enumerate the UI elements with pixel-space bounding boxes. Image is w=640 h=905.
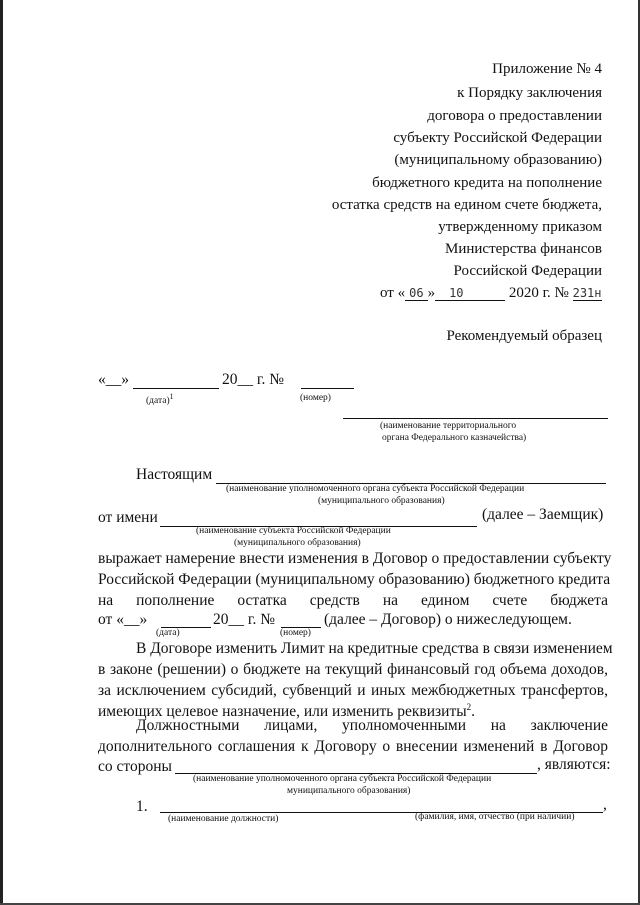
para1-line1: выражает намерение внести изменения в Договор о предоставлении субъекту (98, 550, 612, 567)
on-behalf-prefix: от имени (98, 509, 158, 526)
para2-line4: имеющих целевое назначение, или изменить реквизиты$^2$. (98, 702, 476, 721)
date-caption: (дата)$^1$ (146, 392, 174, 407)
appendix-line-2: к Порядку заключения (457, 85, 602, 101)
appendix-line-10: Российской Федерации (453, 263, 602, 279)
para2-line2: в законе (решении) о бюджете на текущий финансовый год объема доходов, (98, 661, 608, 678)
appendix-line-9: Министерства финансов (445, 241, 602, 257)
intro-word: Настоящим (136, 466, 213, 483)
order-day: 06 (405, 286, 427, 301)
item1-caption-position: (наименование должности) (168, 814, 279, 824)
appendix-line-4: субъекту Российской Федерации (393, 130, 602, 146)
para3-line2: дополнительного соглашения к Договору о внесении изменений в Договор (98, 738, 608, 755)
para1-line4-prefix: от «__» (98, 611, 148, 628)
item1-caption-name: (фамилия, имя, отчество (при наличии) (415, 812, 575, 822)
para1-line4-year: 20__ г. № (213, 611, 276, 628)
para1-date-caption: (дата) (156, 628, 180, 638)
order-year: 2020 г. № (508, 285, 569, 301)
para1-line2: Российской Федерации (муниципальному образованию) бюджетного кредита (98, 571, 611, 588)
appendix-line-8: утвержденному приказом (438, 219, 602, 235)
item1-end: , (603, 796, 607, 813)
intro-caption-1: (наименование уполномоченного органа субъекта Российской Федерации (226, 484, 525, 494)
scan-left-edge (0, 0, 3, 905)
order-number: 231н (572, 286, 602, 300)
order-date-line (380, 285, 602, 302)
order-mid: » (427, 285, 436, 301)
appendix-line-5: (муниципальному образованию) (394, 152, 602, 168)
appendix-line-7: остатка средств на едином счете бюджета, (331, 197, 602, 213)
treasury-caption-2: органа Федерального казначейства) (382, 433, 527, 443)
order-prefix: от « (380, 285, 406, 301)
on-behalf-suffix: (далее – Заемщик) (482, 506, 604, 523)
date-line (133, 388, 219, 389)
para3-line1: Должностными лицами, уполномоченными на заключение (136, 717, 608, 734)
para1-line4-suffix: (далее – Договор) о нижеследующем. (324, 611, 572, 628)
para1-number-caption: (номер) (280, 628, 311, 638)
on-behalf-caption-1: (наименование субъекта Российской Федерации (196, 526, 391, 536)
number-caption: (номер) (300, 393, 331, 403)
para3-line3-prefix: со стороны (98, 758, 172, 775)
para2-line1: В Договоре изменить Лимит на кредитные средства в связи изменением (136, 640, 613, 657)
date-year: 20__ г. № (222, 371, 285, 388)
appendix-line-3: договора о предоставлении (427, 108, 602, 124)
para3-caption-1: (наименование уполномоченного органа субъекта Российской Федерации (193, 774, 492, 784)
para1-line3: на пополнение остатка средств на едином счете бюджета (98, 592, 608, 609)
order-month: 10 (435, 286, 505, 301)
date-quote: «__» (98, 371, 129, 388)
item1-number: 1. (136, 798, 148, 815)
intro-caption-2: (муниципального образования) (318, 496, 445, 506)
sample-label: Рекомендуемый образец (446, 328, 602, 344)
on-behalf-caption-2: (муниципального образования) (234, 538, 361, 548)
appendix-line-1: Приложение № 4 (492, 61, 602, 77)
footnote-2: 2 (466, 702, 472, 712)
treasury-caption-1: (наименование территориального (380, 421, 517, 431)
para3-caption-2: муниципального образования) (287, 786, 411, 796)
appendix-line-6: бюджетного кредита на пополнение (372, 175, 602, 191)
para3-line3-suffix: , являются: (537, 756, 611, 773)
treasury-line (343, 418, 608, 419)
para2-line3: за исключением субсидий, субвенций и иных межбюджетных трансфертов, (98, 682, 608, 699)
footnote-1: 1 (169, 392, 174, 401)
number-line (301, 388, 354, 389)
